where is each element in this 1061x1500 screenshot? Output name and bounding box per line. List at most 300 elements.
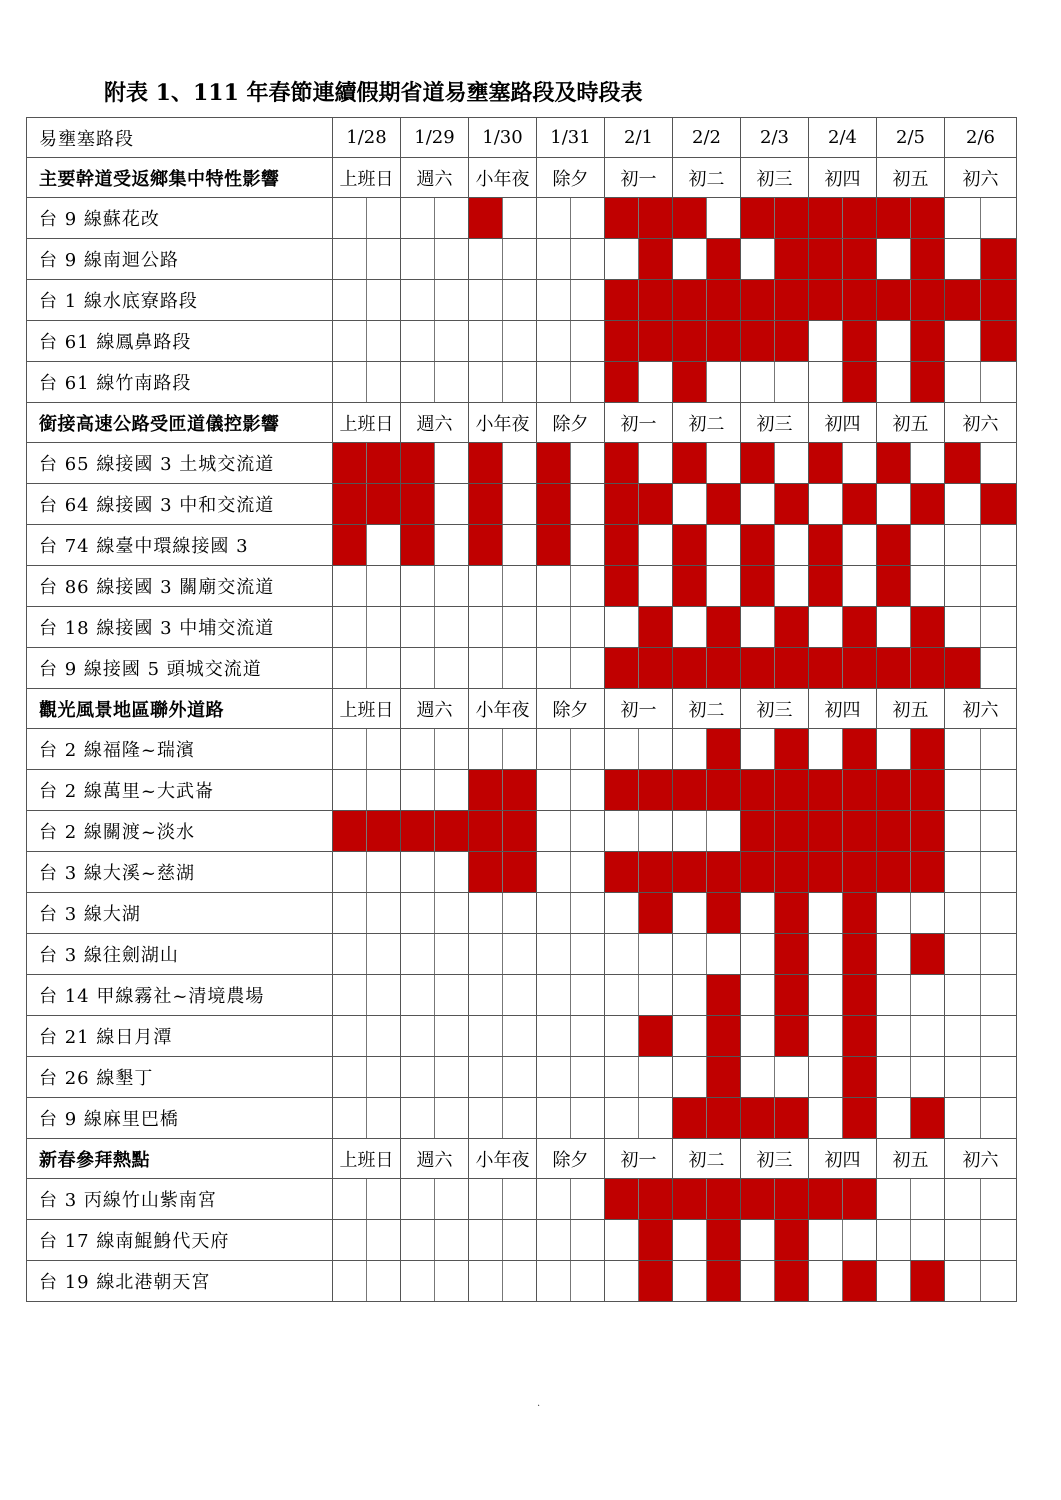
clear-slot bbox=[502, 525, 536, 565]
half-day-pair bbox=[605, 362, 672, 402]
congested-slot bbox=[980, 239, 1016, 279]
clear-slot bbox=[910, 443, 944, 483]
clear-slot bbox=[980, 770, 1016, 810]
day-cell bbox=[741, 239, 809, 280]
congested-slot bbox=[809, 1179, 842, 1219]
table-row bbox=[27, 239, 1017, 280]
table-row bbox=[27, 811, 1017, 852]
congested-slot bbox=[673, 566, 706, 606]
half-day-pair bbox=[809, 811, 876, 851]
day-cell bbox=[401, 443, 469, 484]
section-row bbox=[27, 403, 1017, 443]
half-day-pair bbox=[673, 280, 740, 320]
half-day-pair bbox=[741, 1261, 808, 1301]
congested-slot bbox=[809, 770, 842, 810]
day-cell bbox=[469, 770, 537, 811]
half-day-pair bbox=[741, 525, 808, 565]
day-cell bbox=[537, 1016, 605, 1057]
clear-slot bbox=[333, 321, 366, 361]
congested-slot bbox=[605, 484, 638, 524]
clear-slot bbox=[537, 852, 570, 892]
day-cell bbox=[877, 1179, 945, 1220]
half-day-pair bbox=[537, 1057, 604, 1097]
congested-slot bbox=[877, 852, 910, 892]
day-cell bbox=[809, 1057, 877, 1098]
table-row bbox=[27, 198, 1017, 239]
clear-slot bbox=[469, 934, 502, 974]
half-day-pair bbox=[401, 443, 468, 483]
half-day-pair bbox=[877, 280, 944, 320]
day-cell bbox=[333, 1220, 401, 1261]
day-cell bbox=[469, 525, 537, 566]
clear-slot bbox=[570, 729, 604, 769]
clear-slot bbox=[333, 729, 366, 769]
congested-slot bbox=[980, 280, 1016, 320]
clear-slot bbox=[570, 1220, 604, 1260]
day-cell bbox=[333, 934, 401, 975]
half-day-pair bbox=[537, 648, 604, 688]
congested-slot bbox=[910, 1098, 944, 1138]
half-day-pair bbox=[673, 198, 740, 238]
clear-slot bbox=[537, 975, 570, 1015]
clear-slot bbox=[877, 1179, 910, 1219]
half-day-pair bbox=[333, 934, 400, 974]
congested-slot bbox=[673, 770, 706, 810]
half-day-pair bbox=[741, 239, 808, 279]
congested-slot bbox=[842, 811, 876, 851]
clear-slot bbox=[570, 893, 604, 933]
day-cell bbox=[401, 1261, 469, 1302]
half-day-pair bbox=[469, 852, 536, 892]
clear-slot bbox=[434, 525, 468, 565]
half-day-pair bbox=[741, 811, 808, 851]
congested-slot bbox=[502, 770, 536, 810]
congested-slot bbox=[605, 198, 638, 238]
table-row bbox=[27, 525, 1017, 566]
clear-slot bbox=[842, 1220, 876, 1260]
day-cell bbox=[945, 443, 1017, 484]
clear-slot bbox=[605, 729, 638, 769]
day-cell bbox=[537, 484, 605, 525]
clear-slot bbox=[673, 729, 706, 769]
day-cell bbox=[605, 525, 673, 566]
clear-slot bbox=[333, 198, 366, 238]
day-cell bbox=[945, 648, 1017, 689]
date-header: 2/6 bbox=[945, 118, 1017, 158]
day-cell bbox=[809, 239, 877, 280]
clear-slot bbox=[333, 1098, 366, 1138]
clear-slot bbox=[366, 239, 400, 279]
day-cell bbox=[537, 198, 605, 239]
half-day-pair bbox=[401, 566, 468, 606]
clear-slot bbox=[842, 443, 876, 483]
clear-slot bbox=[673, 1261, 706, 1301]
clear-slot bbox=[333, 1057, 366, 1097]
header-row bbox=[27, 118, 1017, 158]
clear-slot bbox=[401, 362, 434, 402]
road-name: 台 17 線南鯤鯓代天府 bbox=[27, 1220, 333, 1261]
table-row bbox=[27, 729, 1017, 770]
day-cell bbox=[673, 321, 741, 362]
clear-slot bbox=[366, 1057, 400, 1097]
clear-slot bbox=[434, 934, 468, 974]
half-day-pair bbox=[809, 566, 876, 606]
day-cell bbox=[945, 893, 1017, 934]
half-day-pair bbox=[401, 1261, 468, 1301]
clear-slot bbox=[401, 607, 434, 647]
clear-slot bbox=[877, 975, 910, 1015]
table-row bbox=[27, 1261, 1017, 1302]
day-cell bbox=[605, 893, 673, 934]
day-cell bbox=[605, 362, 673, 403]
day-cell bbox=[605, 1179, 673, 1220]
congested-slot bbox=[910, 1261, 944, 1301]
day-cell bbox=[537, 239, 605, 280]
day-cell bbox=[605, 198, 673, 239]
clear-slot bbox=[605, 239, 638, 279]
congested-slot bbox=[842, 770, 876, 810]
clear-slot bbox=[706, 198, 740, 238]
day-cell bbox=[877, 443, 945, 484]
congested-slot bbox=[910, 934, 944, 974]
clear-slot bbox=[673, 484, 706, 524]
clear-slot bbox=[537, 1179, 570, 1219]
day-cell bbox=[537, 811, 605, 852]
clear-slot bbox=[434, 607, 468, 647]
half-day-pair bbox=[401, 198, 468, 238]
half-day-pair bbox=[673, 893, 740, 933]
congested-slot bbox=[673, 362, 706, 402]
half-day-pair bbox=[877, 321, 944, 361]
clear-slot bbox=[673, 811, 706, 851]
congested-slot bbox=[842, 1261, 876, 1301]
day-cell bbox=[741, 1261, 809, 1302]
half-day-pair bbox=[877, 1057, 944, 1097]
half-day-pair bbox=[537, 198, 604, 238]
day-cell bbox=[401, 648, 469, 689]
congested-slot bbox=[638, 280, 672, 320]
half-day-pair bbox=[741, 729, 808, 769]
half-day-pair bbox=[741, 852, 808, 892]
day-label: 初一 bbox=[605, 403, 673, 443]
day-label: 小年夜 bbox=[469, 158, 537, 198]
congested-slot bbox=[673, 648, 706, 688]
congested-slot bbox=[741, 1179, 774, 1219]
clear-slot bbox=[877, 729, 910, 769]
half-day-pair bbox=[877, 607, 944, 647]
day-cell bbox=[673, 1057, 741, 1098]
clear-slot bbox=[980, 729, 1016, 769]
half-day-pair bbox=[537, 525, 604, 565]
day-cell bbox=[877, 893, 945, 934]
day-cell bbox=[809, 934, 877, 975]
clear-slot bbox=[706, 443, 740, 483]
day-cell bbox=[673, 1098, 741, 1139]
day-cell bbox=[945, 934, 1017, 975]
half-day-pair bbox=[333, 566, 400, 606]
day-label: 初六 bbox=[945, 1139, 1017, 1179]
clear-slot bbox=[469, 1179, 502, 1219]
half-day-pair bbox=[809, 607, 876, 647]
clear-slot bbox=[980, 1098, 1016, 1138]
clear-slot bbox=[741, 239, 774, 279]
clear-slot bbox=[434, 1098, 468, 1138]
congested-slot bbox=[469, 811, 502, 851]
congested-slot bbox=[774, 1016, 808, 1056]
half-day-pair bbox=[401, 729, 468, 769]
half-day-pair bbox=[469, 362, 536, 402]
road-name: 台 3 線往劍湖山 bbox=[27, 934, 333, 975]
day-cell bbox=[741, 975, 809, 1016]
congested-slot bbox=[774, 1261, 808, 1301]
half-day-pair bbox=[945, 239, 1016, 279]
congested-slot bbox=[741, 443, 774, 483]
half-day-pair bbox=[673, 852, 740, 892]
clear-slot bbox=[502, 1261, 536, 1301]
clear-slot bbox=[469, 1057, 502, 1097]
congested-slot bbox=[502, 852, 536, 892]
day-cell bbox=[673, 443, 741, 484]
congested-slot bbox=[706, 770, 740, 810]
day-cell bbox=[605, 648, 673, 689]
half-day-pair bbox=[945, 811, 1016, 851]
clear-slot bbox=[945, 525, 980, 565]
day-cell bbox=[401, 484, 469, 525]
day-cell bbox=[945, 484, 1017, 525]
congested-slot bbox=[706, 1016, 740, 1056]
clear-slot bbox=[980, 566, 1016, 606]
congested-slot bbox=[638, 198, 672, 238]
clear-slot bbox=[980, 1261, 1016, 1301]
half-day-pair bbox=[469, 1098, 536, 1138]
day-label: 初一 bbox=[605, 1139, 673, 1179]
clear-slot bbox=[910, 1220, 944, 1260]
clear-slot bbox=[877, 1016, 910, 1056]
day-label: 初五 bbox=[877, 403, 945, 443]
day-cell bbox=[605, 1016, 673, 1057]
congested-slot bbox=[774, 607, 808, 647]
half-day-pair bbox=[945, 1057, 1016, 1097]
clear-slot bbox=[877, 362, 910, 402]
half-day-pair bbox=[673, 729, 740, 769]
half-day-pair bbox=[605, 770, 672, 810]
congested-slot bbox=[605, 648, 638, 688]
table-row bbox=[27, 362, 1017, 403]
day-cell bbox=[877, 239, 945, 280]
half-day-pair bbox=[809, 1057, 876, 1097]
congested-slot bbox=[434, 811, 468, 851]
congested-slot bbox=[638, 648, 672, 688]
half-day-pair bbox=[741, 1179, 808, 1219]
clear-slot bbox=[638, 934, 672, 974]
day-cell bbox=[809, 1098, 877, 1139]
half-day-pair bbox=[605, 934, 672, 974]
clear-slot bbox=[638, 1098, 672, 1138]
half-day-pair bbox=[877, 443, 944, 483]
half-day-pair bbox=[809, 280, 876, 320]
half-day-pair bbox=[741, 566, 808, 606]
half-day-pair bbox=[401, 280, 468, 320]
congested-slot bbox=[469, 484, 502, 524]
half-day-pair bbox=[333, 362, 400, 402]
half-day-pair bbox=[469, 484, 536, 524]
half-day-pair bbox=[333, 239, 400, 279]
half-day-pair bbox=[877, 525, 944, 565]
congested-slot bbox=[809, 443, 842, 483]
day-cell bbox=[605, 607, 673, 648]
half-day-pair bbox=[401, 1016, 468, 1056]
day-cell bbox=[333, 362, 401, 403]
half-day-pair bbox=[809, 770, 876, 810]
road-name: 台 3 丙線竹山紫南宮 bbox=[27, 1179, 333, 1220]
clear-slot bbox=[434, 770, 468, 810]
day-cell bbox=[537, 1098, 605, 1139]
day-cell bbox=[333, 648, 401, 689]
day-cell bbox=[809, 484, 877, 525]
half-day-pair bbox=[945, 280, 1016, 320]
congested-slot bbox=[842, 648, 876, 688]
congested-slot bbox=[842, 321, 876, 361]
half-day-pair bbox=[605, 975, 672, 1015]
clear-slot bbox=[980, 934, 1016, 974]
congested-slot bbox=[910, 729, 944, 769]
clear-slot bbox=[434, 852, 468, 892]
clear-slot bbox=[877, 1057, 910, 1097]
day-cell bbox=[537, 525, 605, 566]
day-cell bbox=[333, 1057, 401, 1098]
clear-slot bbox=[469, 1220, 502, 1260]
day-cell bbox=[537, 1261, 605, 1302]
day-cell bbox=[469, 443, 537, 484]
half-day-pair bbox=[605, 648, 672, 688]
day-cell bbox=[877, 566, 945, 607]
day-label: 初五 bbox=[877, 1139, 945, 1179]
half-day-pair bbox=[469, 1016, 536, 1056]
clear-slot bbox=[570, 770, 604, 810]
half-day-pair bbox=[537, 443, 604, 483]
half-day-pair bbox=[945, 648, 1016, 688]
clear-slot bbox=[809, 1261, 842, 1301]
road-name: 台 2 線福隆~瑞濱 bbox=[27, 729, 333, 770]
clear-slot bbox=[537, 770, 570, 810]
congested-slot bbox=[945, 443, 980, 483]
road-name: 台 19 線北港朝天宮 bbox=[27, 1261, 333, 1302]
half-day-pair bbox=[401, 770, 468, 810]
road-name: 台 2 線萬里~大武崙 bbox=[27, 770, 333, 811]
half-day-pair bbox=[673, 1261, 740, 1301]
half-day-pair bbox=[333, 893, 400, 933]
clear-slot bbox=[537, 280, 570, 320]
clear-slot bbox=[980, 607, 1016, 647]
half-day-pair bbox=[945, 1098, 1016, 1138]
congested-slot bbox=[638, 1220, 672, 1260]
day-cell bbox=[333, 1179, 401, 1220]
clear-slot bbox=[537, 1220, 570, 1260]
congested-slot bbox=[842, 893, 876, 933]
road-name: 台 9 線蘇花改 bbox=[27, 198, 333, 239]
clear-slot bbox=[877, 1098, 910, 1138]
clear-slot bbox=[945, 1220, 980, 1260]
day-cell bbox=[741, 566, 809, 607]
half-day-pair bbox=[469, 1057, 536, 1097]
day-cell bbox=[401, 1098, 469, 1139]
half-day-pair bbox=[741, 321, 808, 361]
day-cell bbox=[877, 362, 945, 403]
half-day-pair bbox=[537, 1098, 604, 1138]
congested-slot bbox=[774, 280, 808, 320]
day-cell bbox=[809, 607, 877, 648]
clear-slot bbox=[401, 1220, 434, 1260]
day-cell bbox=[741, 934, 809, 975]
half-day-pair bbox=[741, 1220, 808, 1260]
congested-slot bbox=[877, 280, 910, 320]
congested-slot bbox=[842, 729, 876, 769]
congested-slot bbox=[605, 566, 638, 606]
table-row bbox=[27, 566, 1017, 607]
clear-slot bbox=[502, 443, 536, 483]
table-row bbox=[27, 770, 1017, 811]
day-cell bbox=[877, 975, 945, 1016]
day-label: 初三 bbox=[741, 403, 809, 443]
road-name: 台 1 線水底寮路段 bbox=[27, 280, 333, 321]
congested-slot bbox=[469, 852, 502, 892]
day-cell bbox=[673, 484, 741, 525]
clear-slot bbox=[333, 975, 366, 1015]
clear-slot bbox=[570, 1261, 604, 1301]
half-day-pair bbox=[333, 484, 400, 524]
clear-slot bbox=[366, 975, 400, 1015]
half-day-pair bbox=[945, 770, 1016, 810]
half-day-pair bbox=[673, 239, 740, 279]
day-cell bbox=[469, 1016, 537, 1057]
clear-slot bbox=[401, 934, 434, 974]
clear-slot bbox=[401, 566, 434, 606]
day-cell bbox=[673, 198, 741, 239]
day-cell bbox=[401, 362, 469, 403]
day-cell bbox=[333, 893, 401, 934]
clear-slot bbox=[366, 566, 400, 606]
half-day-pair bbox=[741, 934, 808, 974]
half-day-pair bbox=[877, 1261, 944, 1301]
day-label: 小年夜 bbox=[469, 689, 537, 729]
half-day-pair bbox=[605, 893, 672, 933]
clear-slot bbox=[469, 566, 502, 606]
clear-slot bbox=[980, 648, 1016, 688]
half-day-pair bbox=[537, 934, 604, 974]
day-cell bbox=[333, 280, 401, 321]
congested-slot bbox=[401, 484, 434, 524]
congested-slot bbox=[366, 443, 400, 483]
road-name: 台 3 線大溪~慈湖 bbox=[27, 852, 333, 893]
clear-slot bbox=[741, 975, 774, 1015]
congested-slot bbox=[366, 811, 400, 851]
congested-slot bbox=[741, 811, 774, 851]
half-day-pair bbox=[333, 525, 400, 565]
clear-slot bbox=[434, 1016, 468, 1056]
half-day-pair bbox=[877, 852, 944, 892]
clear-slot bbox=[469, 362, 502, 402]
road-name: 台 9 線麻里巴橋 bbox=[27, 1098, 333, 1139]
clear-slot bbox=[537, 566, 570, 606]
congested-slot bbox=[706, 975, 740, 1015]
half-day-pair bbox=[877, 198, 944, 238]
half-day-pair bbox=[401, 934, 468, 974]
clear-slot bbox=[638, 729, 672, 769]
day-cell bbox=[809, 648, 877, 689]
clear-slot bbox=[434, 975, 468, 1015]
half-day-pair bbox=[809, 525, 876, 565]
clear-slot bbox=[366, 648, 400, 688]
